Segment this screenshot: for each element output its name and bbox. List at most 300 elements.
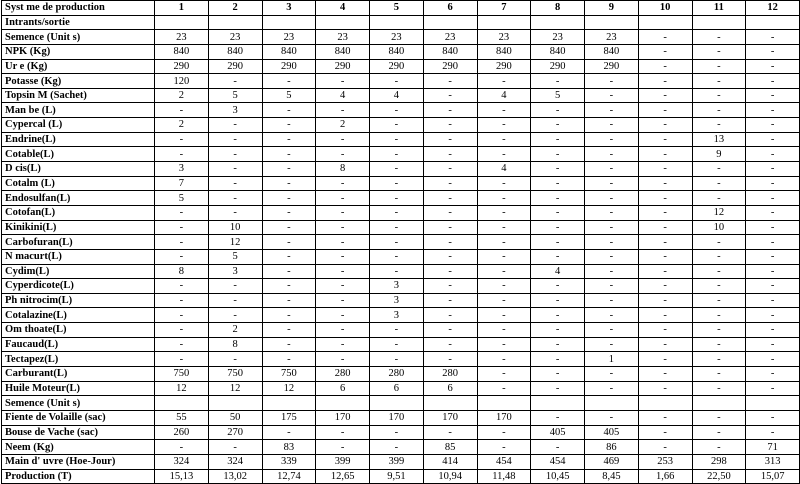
table-cell: 12,65: [316, 469, 370, 484]
table-cell: 840: [155, 44, 209, 59]
table-cell: -: [208, 132, 262, 147]
table-cell: -: [746, 249, 800, 264]
table-cell: 4: [531, 264, 585, 279]
table-cell: 23: [585, 30, 639, 45]
table-cell: 290: [208, 59, 262, 74]
table-cell: -: [208, 162, 262, 177]
table-cell: 290: [585, 59, 639, 74]
table-cell: [531, 396, 585, 411]
table-cell: -: [423, 103, 477, 118]
table-cell: -: [585, 132, 639, 147]
table-cell: -: [423, 205, 477, 220]
table-cell: -: [423, 88, 477, 103]
table-cell: -: [477, 74, 531, 89]
table-cell: -: [316, 323, 370, 338]
table-cell: 1: [585, 352, 639, 367]
table-cell: -: [692, 44, 746, 59]
table-row: [2, 103, 800, 118]
table-cell: -: [638, 249, 692, 264]
table-cell: -: [423, 249, 477, 264]
table-cell: -: [316, 220, 370, 235]
table-cell: -: [423, 323, 477, 338]
table-cell: -: [262, 220, 316, 235]
table-cell: -: [262, 162, 316, 177]
table-cell: -: [477, 235, 531, 250]
table-cell: 405: [531, 425, 585, 440]
table-cell: -: [585, 279, 639, 294]
table-cell: -: [692, 176, 746, 191]
table-row: [2, 410, 800, 425]
table-cell: 9,51: [370, 469, 424, 484]
table-cell: -: [531, 381, 585, 396]
table-cell: -: [692, 264, 746, 279]
table-cell: -: [638, 264, 692, 279]
row-label: Carbofuran(L): [2, 235, 155, 250]
table-cell: -: [316, 74, 370, 89]
table-cell: -: [370, 352, 424, 367]
column-header-1: 1: [155, 1, 209, 16]
table-row: [2, 205, 800, 220]
table-cell: -: [423, 162, 477, 177]
table-cell: -: [262, 264, 316, 279]
table-cell: -: [477, 425, 531, 440]
row-label: Cotofan(L): [2, 205, 155, 220]
table-cell: -: [155, 147, 209, 162]
table-cell: -: [585, 176, 639, 191]
table-cell: -: [316, 205, 370, 220]
row-label: Carburant(L): [2, 367, 155, 382]
table-cell: [423, 15, 477, 30]
table-cell: [638, 15, 692, 30]
table-cell: 4: [477, 162, 531, 177]
table-cell: -: [638, 235, 692, 250]
table-cell: -: [746, 352, 800, 367]
table-cell: -: [208, 293, 262, 308]
table-cell: -: [692, 323, 746, 338]
production-systems-table: [1, 0, 800, 484]
table-cell: 12: [155, 381, 209, 396]
table-cell: -: [477, 323, 531, 338]
column-header-6: 6: [423, 1, 477, 16]
table-cell: -: [155, 103, 209, 118]
table-cell: -: [531, 323, 585, 338]
table-cell: -: [477, 440, 531, 455]
table-cell: -: [262, 308, 316, 323]
table-body: [2, 15, 800, 484]
table-row: [2, 469, 800, 484]
table-cell: 15,07: [746, 469, 800, 484]
table-cell: -: [316, 103, 370, 118]
table-cell: 750: [155, 367, 209, 382]
table-cell: 399: [370, 454, 424, 469]
table-cell: -: [423, 293, 477, 308]
table-cell: -: [423, 337, 477, 352]
table-cell: 12: [208, 235, 262, 250]
table-cell: 170: [316, 410, 370, 425]
table-cell: -: [692, 337, 746, 352]
table-cell: -: [262, 118, 316, 133]
table-cell: -: [638, 176, 692, 191]
table-header-row: [2, 1, 800, 16]
table-cell: -: [692, 118, 746, 133]
table-cell: -: [746, 425, 800, 440]
table-cell: -: [531, 410, 585, 425]
table-cell: -: [370, 205, 424, 220]
row-label: Fiente de Volaille (sac): [2, 410, 155, 425]
table-cell: -: [746, 323, 800, 338]
table-cell: -: [585, 205, 639, 220]
table-cell: [155, 396, 209, 411]
table-cell: -: [531, 147, 585, 162]
table-cell: 3: [155, 162, 209, 177]
table-cell: -: [208, 279, 262, 294]
row-label: Topsin M (Sachet): [2, 88, 155, 103]
row-label: Semence (Unit s): [2, 30, 155, 45]
table-row: [2, 454, 800, 469]
row-label: Cyperdicote(L): [2, 279, 155, 294]
table-cell: 840: [370, 44, 424, 59]
table-cell: -: [746, 367, 800, 382]
table-cell: -: [746, 162, 800, 177]
table-cell: -: [477, 308, 531, 323]
table-cell: -: [692, 279, 746, 294]
table-cell: [746, 396, 800, 411]
table-cell: -: [155, 205, 209, 220]
table-cell: -: [262, 205, 316, 220]
table-cell: -: [370, 132, 424, 147]
table-cell: -: [692, 293, 746, 308]
table-cell: 290: [262, 59, 316, 74]
table-cell: -: [262, 103, 316, 118]
table-cell: -: [262, 74, 316, 89]
table-cell: -: [370, 323, 424, 338]
table-row: [2, 44, 800, 59]
row-label: Huile Moteur(L): [2, 381, 155, 396]
table-cell: 280: [423, 367, 477, 382]
table-cell: -: [477, 352, 531, 367]
table-cell: -: [746, 308, 800, 323]
row-label: Cotalm (L): [2, 176, 155, 191]
table-cell: -: [638, 59, 692, 74]
table-cell: -: [638, 367, 692, 382]
column-header-11: 11: [692, 1, 746, 16]
table-cell: 13,02: [208, 469, 262, 484]
row-label: Neem (Kg): [2, 440, 155, 455]
table-cell: -: [638, 220, 692, 235]
table-cell: -: [638, 88, 692, 103]
table-cell: 8,45: [585, 469, 639, 484]
table-cell: -: [692, 103, 746, 118]
table-cell: -: [316, 249, 370, 264]
table-cell: 10: [692, 220, 746, 235]
table-cell: 840: [531, 44, 585, 59]
table-cell: -: [208, 176, 262, 191]
table-cell: -: [370, 440, 424, 455]
table-cell: 3: [208, 103, 262, 118]
table-cell: -: [585, 103, 639, 118]
column-header-12: 12: [746, 1, 800, 16]
column-header-9: 9: [585, 1, 639, 16]
table-cell: -: [423, 264, 477, 279]
table-cell: -: [370, 147, 424, 162]
table-cell: 50: [208, 410, 262, 425]
table-cell: [262, 396, 316, 411]
table-cell: 23: [423, 30, 477, 45]
table-cell: -: [208, 308, 262, 323]
table-cell: -: [585, 249, 639, 264]
table-cell: -: [316, 293, 370, 308]
table-cell: -: [262, 147, 316, 162]
table-cell: -: [692, 249, 746, 264]
table-cell: -: [370, 220, 424, 235]
table-cell: 7: [155, 176, 209, 191]
table-cell: -: [370, 118, 424, 133]
column-header-5: 5: [370, 1, 424, 16]
table-cell: -: [155, 308, 209, 323]
table-cell: -: [638, 440, 692, 455]
table-row: [2, 176, 800, 191]
table-cell: 23: [370, 30, 424, 45]
table-cell: -: [746, 381, 800, 396]
table-cell: -: [692, 59, 746, 74]
table-cell: -: [585, 220, 639, 235]
table-cell: -: [262, 235, 316, 250]
table-cell: -: [585, 293, 639, 308]
table-row: [2, 381, 800, 396]
table-cell: 5: [208, 249, 262, 264]
table-cell: 840: [423, 44, 477, 59]
table-cell: -: [531, 293, 585, 308]
table-cell: -: [477, 132, 531, 147]
table-row: [2, 337, 800, 352]
table-cell: -: [746, 147, 800, 162]
table-cell: -: [638, 132, 692, 147]
table-cell: -: [262, 293, 316, 308]
table-cell: -: [262, 249, 316, 264]
table-cell: -: [477, 367, 531, 382]
table-cell: 4: [370, 88, 424, 103]
corner-header-label: Syst me de production: [2, 1, 155, 16]
table-cell: -: [531, 337, 585, 352]
table-row: [2, 279, 800, 294]
table-cell: 840: [262, 44, 316, 59]
table-cell: -: [692, 235, 746, 250]
table-cell: -: [370, 191, 424, 206]
table-row: [2, 235, 800, 250]
table-cell: -: [585, 381, 639, 396]
column-header-4: 4: [316, 1, 370, 16]
table-cell: -: [370, 162, 424, 177]
table-cell: 8: [316, 162, 370, 177]
table-row: [2, 118, 800, 133]
table-cell: 414: [423, 454, 477, 469]
table-cell: [370, 396, 424, 411]
table-cell: 8: [155, 264, 209, 279]
table-cell: -: [477, 381, 531, 396]
table-cell: -: [423, 308, 477, 323]
table-cell: -: [746, 205, 800, 220]
table-cell: -: [746, 88, 800, 103]
table-cell: -: [638, 425, 692, 440]
table-cell: -: [638, 308, 692, 323]
table-cell: [638, 396, 692, 411]
table-row: [2, 323, 800, 338]
table-cell: -: [746, 176, 800, 191]
table-cell: -: [692, 30, 746, 45]
table-cell: -: [585, 264, 639, 279]
table-cell: 10,45: [531, 469, 585, 484]
table-cell: -: [262, 191, 316, 206]
row-label: Faucaud(L): [2, 337, 155, 352]
column-header-7: 7: [477, 1, 531, 16]
table-cell: -: [692, 352, 746, 367]
table-cell: 55: [155, 410, 209, 425]
table-cell: -: [477, 176, 531, 191]
table-cell: 83: [262, 440, 316, 455]
table-cell: -: [262, 176, 316, 191]
table-cell: -: [746, 337, 800, 352]
table-cell: 3: [370, 279, 424, 294]
table-cell: 1,66: [638, 469, 692, 484]
table-cell: -: [477, 147, 531, 162]
table-cell: -: [692, 367, 746, 382]
row-label: Kinikini(L): [2, 220, 155, 235]
table-cell: 71: [746, 440, 800, 455]
table-cell: -: [746, 132, 800, 147]
table-cell: [316, 15, 370, 30]
table-cell: -: [423, 220, 477, 235]
table-cell: -: [746, 74, 800, 89]
table-cell: -: [316, 279, 370, 294]
table-cell: -: [746, 279, 800, 294]
table-cell: -: [638, 30, 692, 45]
table-cell: -: [477, 279, 531, 294]
table-cell: -: [692, 74, 746, 89]
table-cell: -: [316, 264, 370, 279]
table-cell: -: [585, 235, 639, 250]
column-header-3: 3: [262, 1, 316, 16]
table-cell: -: [155, 235, 209, 250]
table-cell: 120: [155, 74, 209, 89]
table-cell: 23: [208, 30, 262, 45]
table-row: [2, 74, 800, 89]
table-cell: -: [477, 191, 531, 206]
table-cell: -: [638, 381, 692, 396]
table-cell: -: [692, 425, 746, 440]
table-cell: 840: [316, 44, 370, 59]
table-cell: 10,94: [423, 469, 477, 484]
table-cell: -: [423, 132, 477, 147]
table-cell: 313: [746, 454, 800, 469]
table-cell: -: [208, 191, 262, 206]
table-row: [2, 191, 800, 206]
table-cell: -: [746, 220, 800, 235]
table-row: [2, 162, 800, 177]
table-cell: -: [531, 103, 585, 118]
table-cell: -: [423, 74, 477, 89]
table-cell: 2: [155, 118, 209, 133]
table-cell: 840: [477, 44, 531, 59]
table-cell: -: [692, 381, 746, 396]
table-row: [2, 30, 800, 45]
table-cell: -: [370, 235, 424, 250]
table-cell: -: [638, 205, 692, 220]
table-cell: [208, 396, 262, 411]
table-cell: 339: [262, 454, 316, 469]
table-cell: -: [585, 118, 639, 133]
table-cell: -: [746, 44, 800, 59]
table-cell: -: [585, 88, 639, 103]
table-cell: 290: [423, 59, 477, 74]
table-cell: -: [316, 147, 370, 162]
table-cell: 290: [316, 59, 370, 74]
table-cell: [423, 396, 477, 411]
table-cell: 9: [692, 147, 746, 162]
row-label: Cypercal (L): [2, 118, 155, 133]
table-cell: 13: [692, 132, 746, 147]
table-cell: -: [155, 293, 209, 308]
table-cell: -: [155, 279, 209, 294]
table-cell: 22,50: [692, 469, 746, 484]
table-row: [2, 440, 800, 455]
table-cell: -: [692, 162, 746, 177]
table-cell: -: [262, 279, 316, 294]
table-cell: -: [746, 103, 800, 118]
table-cell: 280: [316, 367, 370, 382]
table-row: [2, 396, 800, 411]
table-cell: -: [316, 176, 370, 191]
table-cell: 3: [370, 293, 424, 308]
table-cell: [692, 15, 746, 30]
table-cell: -: [262, 425, 316, 440]
table-cell: 11,48: [477, 469, 531, 484]
table-cell: -: [531, 132, 585, 147]
table-cell: -: [423, 176, 477, 191]
row-label: Endosulfan(L): [2, 191, 155, 206]
table-cell: 86: [585, 440, 639, 455]
table-cell: [746, 15, 800, 30]
table-cell: 170: [370, 410, 424, 425]
table-row: [2, 425, 800, 440]
table-cell: -: [585, 147, 639, 162]
table-cell: -: [423, 352, 477, 367]
table-cell: 324: [208, 454, 262, 469]
column-header-8: 8: [531, 1, 585, 16]
table-cell: [585, 396, 639, 411]
table-cell: -: [746, 410, 800, 425]
table-cell: -: [423, 118, 477, 133]
table-cell: 23: [531, 30, 585, 45]
table-cell: [370, 15, 424, 30]
table-cell: 840: [208, 44, 262, 59]
row-label: NPK (Kg): [2, 44, 155, 59]
table-cell: 15,13: [155, 469, 209, 484]
table-cell: -: [746, 235, 800, 250]
row-label: Cydim(L): [2, 264, 155, 279]
row-label: Bouse de Vache (sac): [2, 425, 155, 440]
table-cell: -: [155, 352, 209, 367]
table-cell: -: [638, 191, 692, 206]
table-row: [2, 88, 800, 103]
table-cell: 260: [155, 425, 209, 440]
table-cell: -: [262, 132, 316, 147]
table-cell: 290: [155, 59, 209, 74]
table-cell: -: [208, 352, 262, 367]
table-cell: -: [638, 162, 692, 177]
table-row: [2, 293, 800, 308]
table-cell: 280: [370, 367, 424, 382]
table-cell: 10: [208, 220, 262, 235]
